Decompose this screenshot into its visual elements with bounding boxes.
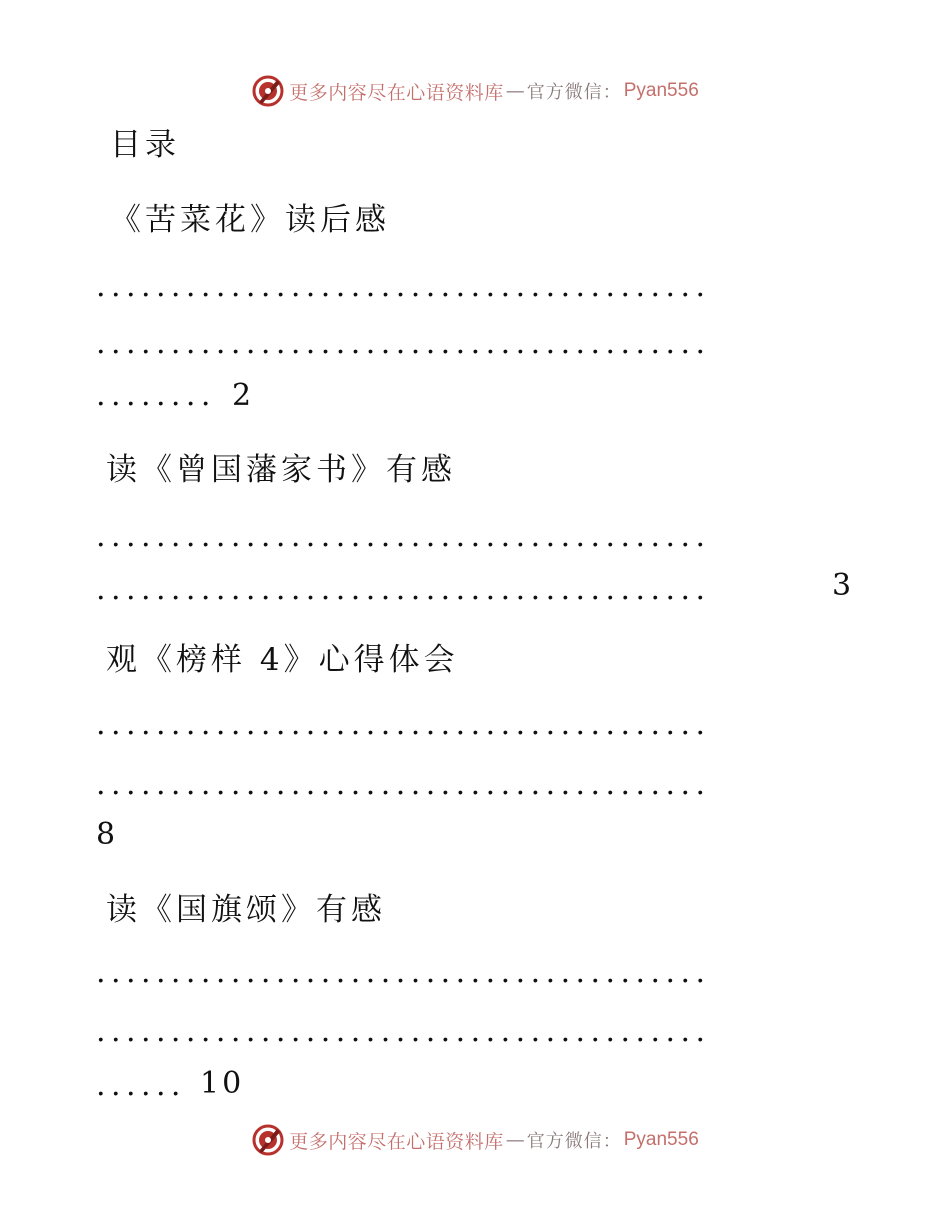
toc-leader-dots: ......................................... xyxy=(96,707,711,742)
toc-leader-dots: ......................................... xyxy=(96,572,711,607)
header-wechat-label: 官方微信： xyxy=(526,82,622,103)
footer-wechat-label: 官方微信： xyxy=(526,1131,622,1152)
toc-leader-dots: ......................................... xyxy=(96,767,711,802)
footer-brand-text: 更多内容尽在心语资料库 xyxy=(289,1130,504,1153)
toc-entry-title: 读《曾国藩家书》有感 xyxy=(106,452,456,488)
toc-leader-dots: ...... xyxy=(96,1068,186,1103)
toc-leader-dots: ......................................... xyxy=(96,326,711,361)
toc-leader-dots: ......................................... xyxy=(96,955,711,990)
toc-leader-dots: ......................................... xyxy=(96,1014,711,1049)
toc-entry-page: 10 xyxy=(200,1066,245,1101)
header-dash: — xyxy=(505,80,525,102)
footer-wechat-handle: Pyan556 xyxy=(623,1129,699,1150)
toc-entry-page: 2 xyxy=(232,378,252,413)
toc-entry-page: 8 xyxy=(96,817,116,852)
toc-entry-title: 《苦菜花》读后感 xyxy=(110,202,390,238)
toc-leader-dots: ......................................... xyxy=(96,519,711,554)
toc-leader-dots: ......................................... xyxy=(96,269,711,304)
toc-entry-title: 观《榜样 4》心得体会 xyxy=(106,642,459,678)
header-wechat-handle: Pyan556 xyxy=(623,80,699,101)
pen-logo-icon xyxy=(251,1123,285,1157)
toc-heading: 目录 xyxy=(110,127,180,163)
toc-leader-dots: ........ xyxy=(96,378,216,413)
toc-entry-page: 3 xyxy=(832,568,852,603)
header-brand-text: 更多内容尽在心语资料库 xyxy=(289,81,504,104)
footer-banner xyxy=(0,1120,950,1160)
toc-entry-title: 读《国旗颂》有感 xyxy=(106,892,386,928)
footer-dash: — xyxy=(505,1129,525,1151)
